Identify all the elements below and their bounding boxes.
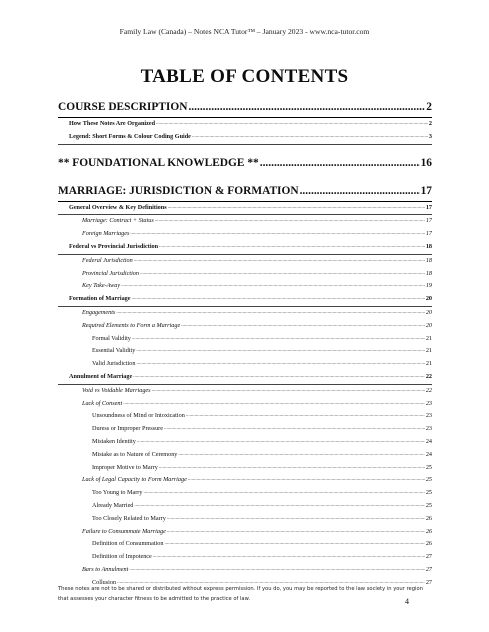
toc-entry-label: Collusion (92, 578, 117, 586)
toc-entry[interactable] (58, 538, 432, 551)
toc-entry[interactable] (58, 564, 432, 577)
toc-entry[interactable] (58, 215, 432, 228)
toc-entry-page: 23 (425, 412, 432, 420)
toc-entry-label: Duress or Improper Pressure (92, 425, 163, 433)
page-number: 4 (405, 597, 409, 606)
toc-entry-label: Formation of Marriage (69, 295, 131, 303)
toc-entry[interactable] (58, 449, 432, 462)
toc-leader-dots (181, 320, 425, 333)
toc-entry-label: Valid Jurisdiction (92, 360, 136, 368)
toc-entry-label: General Overview & Key Definitions (69, 203, 167, 211)
running-header: Family Law (Canada) – Notes NCA Tutor™ – January 2023 - www.nca-tutor.com (119, 27, 370, 36)
toc-entry[interactable] (58, 293, 432, 307)
toc-leader-dots (167, 513, 425, 526)
toc-entry-label: Too Young to Marry (92, 489, 143, 497)
page-title: TABLE OF CONTENTS (140, 66, 349, 87)
toc-entry-label: Definition of Consummation (92, 540, 164, 548)
toc-entry-page: 17 (425, 230, 432, 238)
toc-leader-dots (140, 268, 425, 281)
toc-entry-label: Failure to Consummate Marriage (82, 527, 166, 535)
toc-leader-dots (188, 98, 425, 117)
toc-entry-page: 18 (425, 269, 432, 277)
toc-entry-label: MARRIAGE: JURISDICTION & FORMATION (58, 184, 299, 197)
toc-entry[interactable] (58, 385, 432, 398)
toc-entry-page: 19 (425, 282, 432, 290)
toc-leader-dots (192, 131, 428, 144)
toc-entry-label: ** FOUNDATIONAL KNOWLEDGE ** (58, 156, 259, 169)
toc-leader-dots (153, 551, 425, 564)
toc-entry-page: 25 (425, 501, 432, 509)
toc-entry-label: Mistaken Identity (92, 437, 136, 445)
toc-entry-page: 17 (425, 217, 432, 225)
toc-entry-label: Key Take-Away (82, 282, 121, 290)
toc-entry-label: Already Married (92, 501, 134, 509)
toc-entry[interactable] (58, 423, 432, 436)
toc-leader-dots (152, 385, 425, 398)
toc-leader-dots (136, 358, 424, 371)
toc-entry[interactable] (58, 474, 432, 487)
toc-entry-label: Void vs Voidable Marriages (82, 386, 151, 394)
toc-entry-page: 17 (425, 203, 432, 211)
toc-leader-dots (137, 436, 425, 449)
toc-entry[interactable] (58, 202, 432, 216)
toc-entry-page: 21 (425, 347, 432, 355)
toc-entry-page: 22 (425, 372, 432, 380)
toc-entry-label: Mistake as to Nature of Ceremony (92, 450, 178, 458)
toc-entry-label: How These Notes Are Organized (69, 120, 156, 127)
toc-entry[interactable] (58, 255, 432, 268)
table-of-contents (58, 98, 432, 590)
toc-entry[interactable] (58, 118, 432, 131)
toc-leader-dots (159, 241, 425, 254)
toc-entry-label: Lack of Legal Capacity to Form Marriage (82, 476, 187, 484)
toc-leader-dots (134, 500, 424, 513)
toc-entry[interactable] (58, 154, 432, 173)
toc-entry[interactable] (58, 307, 432, 320)
toc-entry[interactable] (58, 182, 432, 202)
toc-entry-label: Legend: Short Forms & Colour Coding Guide (69, 132, 191, 140)
toc-entry-label: Essential Validity (92, 347, 136, 355)
toc-entry-label: Formal Validity (92, 334, 131, 342)
toc-entry-page: 16 (420, 156, 432, 169)
toc-entry-label: Lack of Consent (82, 399, 123, 407)
toc-entry-page: 20 (425, 295, 432, 303)
toc-entry[interactable] (58, 280, 432, 293)
toc-entry[interactable] (58, 345, 432, 358)
toc-leader-dots (132, 333, 425, 346)
toc-entry[interactable] (58, 551, 432, 564)
toc-leader-dots (133, 371, 425, 384)
toc-entry-page: 18 (425, 242, 432, 250)
toc-leader-dots (130, 228, 424, 241)
toc-entry-page: 25 (425, 476, 432, 484)
toc-entry-page: 2 (428, 120, 432, 127)
toc-entry[interactable] (58, 268, 432, 281)
toc-entry-page: 17 (420, 184, 432, 197)
toc-entry[interactable] (58, 398, 432, 411)
toc-leader-dots (164, 423, 425, 436)
toc-entry-label: Federal Jurisdiction (82, 256, 133, 264)
toc-leader-dots (155, 215, 425, 228)
toc-leader-dots (123, 398, 425, 411)
toc-leader-dots (134, 255, 425, 268)
toc-entry-page: 25 (425, 489, 432, 497)
toc-entry[interactable] (58, 526, 432, 539)
toc-leader-dots (121, 280, 425, 293)
toc-leader-dots (143, 487, 424, 500)
toc-entry-page: 21 (425, 360, 432, 368)
toc-entry-label: Annulment of Marriage (69, 372, 133, 380)
toc-entry-page: 24 (425, 437, 432, 445)
toc-entry-page: 20 (425, 308, 432, 316)
toc-leader-dots (300, 182, 420, 201)
toc-entry[interactable] (58, 241, 432, 255)
toc-entry[interactable] (58, 228, 432, 241)
toc-entry-label: Federal vs Provincial Jurisdiction (69, 242, 159, 250)
toc-entry-label: Provincial Jurisdiction (82, 269, 139, 277)
toc-entry-page: 27 (425, 565, 432, 573)
toc-leader-dots (167, 526, 425, 539)
toc-entry-label: Marriage: Contract + Status (82, 217, 154, 225)
toc-leader-dots (165, 538, 425, 551)
toc-leader-dots (159, 462, 425, 475)
toc-leader-dots (186, 410, 425, 423)
toc-entry-page: 25 (425, 463, 432, 471)
toc-entry[interactable] (58, 371, 432, 385)
toc-entry-page: 23 (425, 399, 432, 407)
toc-entry[interactable] (58, 500, 432, 513)
toc-leader-dots (156, 118, 428, 131)
toc-entry[interactable] (58, 410, 432, 423)
toc-entry-page: 22 (425, 386, 432, 394)
toc-entry-page: 21 (425, 334, 432, 342)
toc-entry-label: Bars to Annulment (82, 565, 129, 573)
toc-entry[interactable] (58, 333, 432, 346)
toc-entry-label: Foreign Marriages (82, 230, 130, 238)
toc-leader-dots (132, 293, 425, 306)
toc-leader-dots (260, 154, 420, 173)
toc-leader-dots (168, 202, 425, 215)
toc-entry-page: 26 (425, 514, 432, 522)
toc-entry[interactable] (58, 487, 432, 500)
toc-entry[interactable] (58, 98, 432, 118)
toc-entry[interactable] (58, 320, 432, 333)
toc-entry-page: 26 (425, 527, 432, 535)
confidentiality-footer: These notes are not to be shared or distributed without express permission. If you do, you may be reported to the law society in your region that assesses your character fitness to be admitted to the practice of law. (58, 586, 423, 602)
toc-entry-page: 18 (425, 256, 432, 264)
toc-entry-label: COURSE DESCRIPTION (58, 101, 188, 113)
toc-entry-page: 24 (425, 450, 432, 458)
toc-entry-page: 3 (428, 132, 432, 140)
toc-entry-label: Required Elements to Form a Marriage (82, 321, 181, 329)
toc-entry[interactable] (58, 462, 432, 475)
toc-entry-page: 27 (425, 553, 432, 561)
toc-entry-label: Engagements (82, 308, 116, 316)
toc-leader-dots (136, 345, 424, 358)
toc-entry[interactable] (58, 513, 432, 526)
toc-entry-label: Too Closely Related to Marry (92, 514, 166, 522)
toc-entry-label: Improper Motive to Marry (92, 463, 158, 471)
toc-leader-dots (178, 449, 424, 462)
toc-leader-dots (188, 474, 425, 487)
toc-entry-page: 23 (425, 425, 432, 433)
toc-leader-dots (129, 564, 425, 577)
toc-entry-page: 26 (425, 540, 432, 548)
toc-entry-label: Unsoundness of Mind or Intoxication (92, 412, 185, 420)
toc-entry[interactable] (58, 131, 432, 145)
toc-entry-page: 27 (425, 578, 432, 586)
toc-entry[interactable] (58, 436, 432, 449)
toc-entry-page: 2 (426, 101, 432, 113)
toc-entry[interactable] (58, 358, 432, 371)
toc-entry-label: Definition of Impotence (92, 553, 152, 561)
toc-leader-dots (116, 307, 424, 320)
toc-entry-page: 20 (425, 321, 432, 329)
